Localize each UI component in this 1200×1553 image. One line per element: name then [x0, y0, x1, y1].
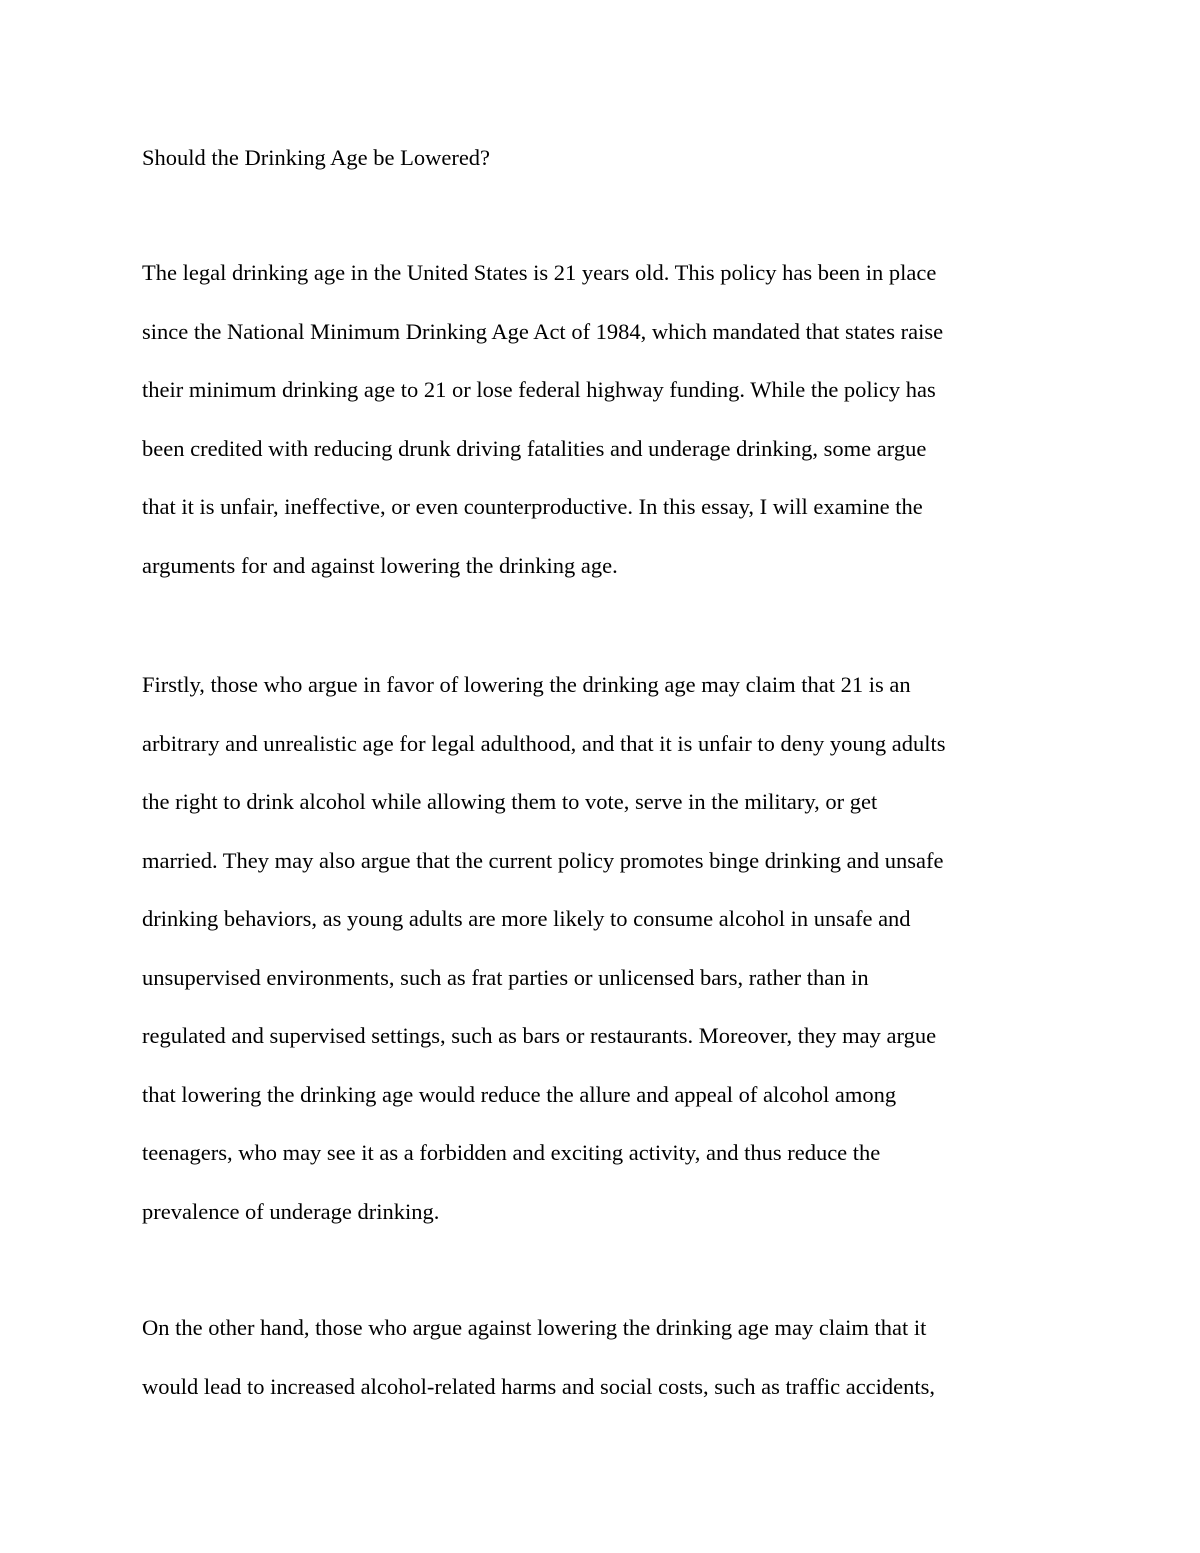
text-line: drinking behaviors, as young adults are more likely to consume alcohol in unsafe and	[142, 906, 911, 931]
text-line: arbitrary and unrealistic age for legal adulthood, and that it is unfair to deny young adults	[142, 730, 946, 756]
text-line: On the other hand, those who argue against lowering the drinking age may claim that it	[142, 1315, 927, 1340]
text-line: been credited with reducing drunk driving fatalities and underage drinking, some argue	[142, 435, 927, 461]
text-line: their minimum drinking age to 21 or lose federal highway funding. While the policy has	[142, 377, 936, 402]
text-line: since the National Minimum Drinking Age Act of 1984, which mandated that states raise	[142, 318, 944, 344]
paragraph-introduction	[142, 244, 1082, 595]
text-line: that lowering the drinking age would reduce the allure and appeal of alcohol among	[142, 1081, 897, 1107]
text-line: teenagers, who may see it as a forbidden and exciting activity, and thus reduce the	[142, 1140, 881, 1165]
text-line: regulated and supervised settings, such as bars or restaurants. Moreover, they may argue	[142, 1023, 937, 1048]
text-line: The legal drinking age in the United States is 21 years old. This policy has been in place	[142, 260, 937, 285]
text-line: would lead to increased alcohol-related harms and social costs, such as traffic accidents,	[142, 1373, 936, 1399]
text-line: prevalence of underage drinking.	[142, 1198, 440, 1224]
text-line: unsupervised environments, such as frat parties or unlicensed bars, rather than in	[142, 964, 869, 990]
document-title: Should the Drinking Age be Lowered?	[142, 145, 491, 170]
paragraph-arguments-against	[142, 1299, 1082, 1416]
text-line: Firstly, those who argue in favor of lowering the drinking age may claim that 21 is an	[142, 672, 911, 697]
text-line: that it is unfair, ineffective, or even counterproductive. In this essay, I will examine the	[142, 494, 923, 519]
paragraph-arguments-for	[142, 656, 1082, 1241]
text-line: the right to drink alcohol while allowing them to vote, serve in the military, or get	[142, 789, 878, 814]
text-line: arguments for and against lowering the drinking age.	[142, 552, 618, 578]
text-line: married. They may also argue that the current policy promotes binge drinking and unsafe	[142, 847, 944, 873]
